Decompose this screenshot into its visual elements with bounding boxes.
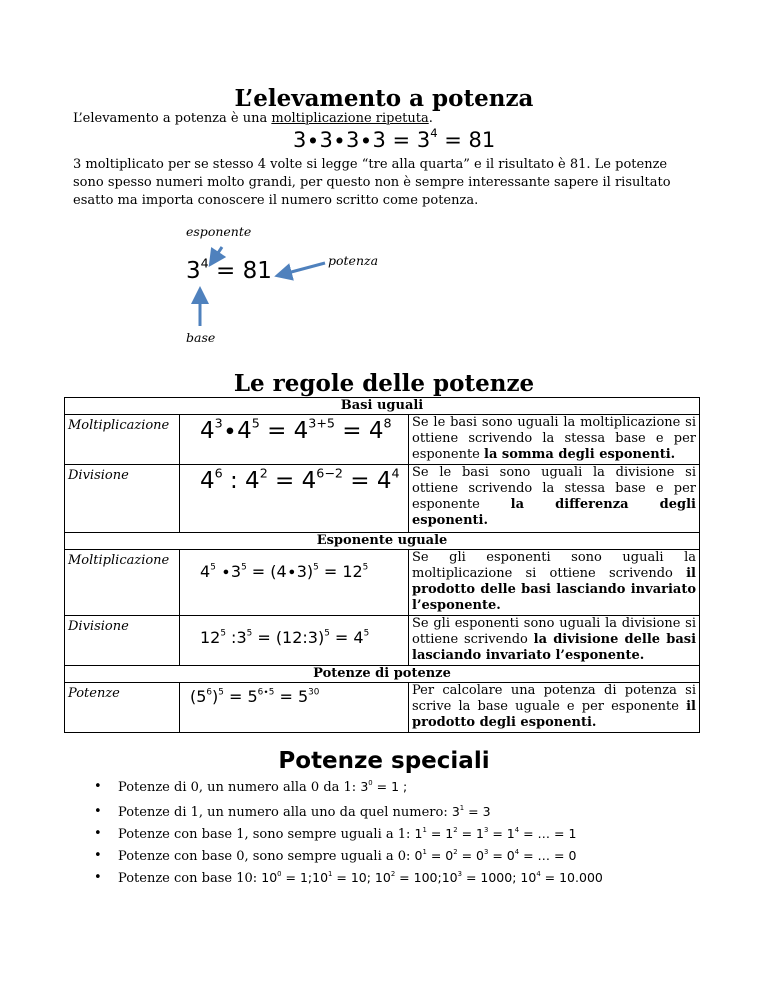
- list-item: • Potenze di 0, un numero alla 0 da 1: $3^0 = 1$ ;: [94, 776, 754, 798]
- arrow-power: [280, 263, 325, 275]
- table-row: [65, 415, 700, 465]
- main-equation-exp: 4: [430, 126, 438, 141]
- rule-description: Se le basi sono uguali la divisione si ottiene scrivendo la stessa base e per esponente la differenza degli esponenti.: [409, 465, 700, 533]
- label-power: potenza: [328, 253, 379, 268]
- rules-heading: Le regole delle potenze: [233, 370, 535, 397]
- list-item: • Potenze con base 0, sono sempre uguali a 0: $0^1 = 0^2 = 0^3 = 0^4$ = … = 0: [94, 845, 754, 867]
- list-item: • Potenze di 1, un numero alla uno da quel numero: $3^1 = 3$: [94, 801, 754, 823]
- rule-name: Divisione: [65, 616, 180, 666]
- intro-period: .: [428, 111, 433, 126]
- table-row: [65, 616, 700, 666]
- diagram-base: 3: [186, 258, 201, 284]
- diagram-result: = 81: [208, 258, 272, 284]
- rule-description: Se le basi sono uguali la moltiplicazione si ottiene scrivendo la stessa base e per esponente la somma degli esponenti.: [409, 415, 700, 465]
- rule-formula: $12^5$ $:3^5$ = (12:3)$^5$ = $4^5$: [180, 616, 409, 666]
- rule-formula: $(5^6)^5 = 5^{6\cdot 5} = 5^{30}$: [180, 683, 409, 733]
- rule-name: Moltiplicazione: [65, 550, 180, 616]
- rule-description: Se gli esponenti sono uguali la moltiplicazione si ottiene scrivendo il prodotto delle basi lasciando invariato l’esponente.: [409, 550, 700, 616]
- rule-name: Moltiplicazione: [65, 415, 180, 465]
- main-equation-rhs: = 81: [437, 128, 496, 152]
- list-item: • Potenze con base 1, sono sempre uguali a 1: $1^1 = 1^2 = 1^3 = 1^4$ = … = 1: [94, 823, 754, 845]
- rule-description: Se gli esponenti sono uguali la divisione si ottiene scrivendo la divisione delle basi lasciando invariato l’esponente.: [409, 616, 700, 666]
- list-item: • Potenze con base 10: $10^0$ = $1;10^1 = 10$; $10^2$ = $100;10^3 = 1000$; $10^4 = 10.000$: [94, 867, 754, 889]
- rule-formula: $4^3\cdot 4^5 = 4^{3+5} = 4^8$: [180, 415, 409, 465]
- section-power-of-power: Potenze di potenze: [65, 666, 700, 683]
- rule-description: Per calcolare una potenza di potenza si scrive la base uguale e per esponente il prodotto degli esponenti.: [409, 683, 700, 733]
- label-exponent: esponente: [186, 224, 252, 239]
- special-list: [94, 776, 754, 889]
- special-heading: Potenze speciali: [278, 748, 490, 774]
- rule-name: Divisione: [65, 465, 180, 533]
- diagram-exp: 4: [200, 255, 209, 271]
- label-base: base: [186, 330, 216, 345]
- section-same-exponent: Esponente uguale: [65, 533, 700, 550]
- section-same-base: Basi uguali: [65, 398, 700, 415]
- rules-table: [64, 397, 700, 733]
- table-row: [65, 465, 700, 533]
- main-equation-lhs: 3∙3∙3∙3 = 3: [293, 128, 431, 152]
- rule-name: Potenze: [65, 683, 180, 733]
- rule-formula: $4^6$ : $4^2 = 4^{6-2} = 4^4$: [180, 465, 409, 533]
- intro-text: L’elevamento a potenza è una: [73, 111, 272, 126]
- intro-paragraph: 3 moltiplicato per se stesso 4 volte si legge “tre alla quarta” e il risultato è 81. Le potenze sono spesso numeri molto grandi, per questo non è sempre interessante sapere il risultato esatto ma importa conoscere il numero scritto come potenza.: [73, 157, 671, 208]
- arrow-exponent: [212, 247, 222, 262]
- rule-formula: $4^5 \cdot 3^5 = (4\cdot 3)^5 = 12^5$: [180, 550, 409, 616]
- table-row: [65, 683, 700, 733]
- page-title: L’elevamento a potenza: [234, 85, 534, 112]
- table-row: [65, 550, 700, 616]
- intro-link-text: moltiplicazione ripetuta: [271, 111, 429, 126]
